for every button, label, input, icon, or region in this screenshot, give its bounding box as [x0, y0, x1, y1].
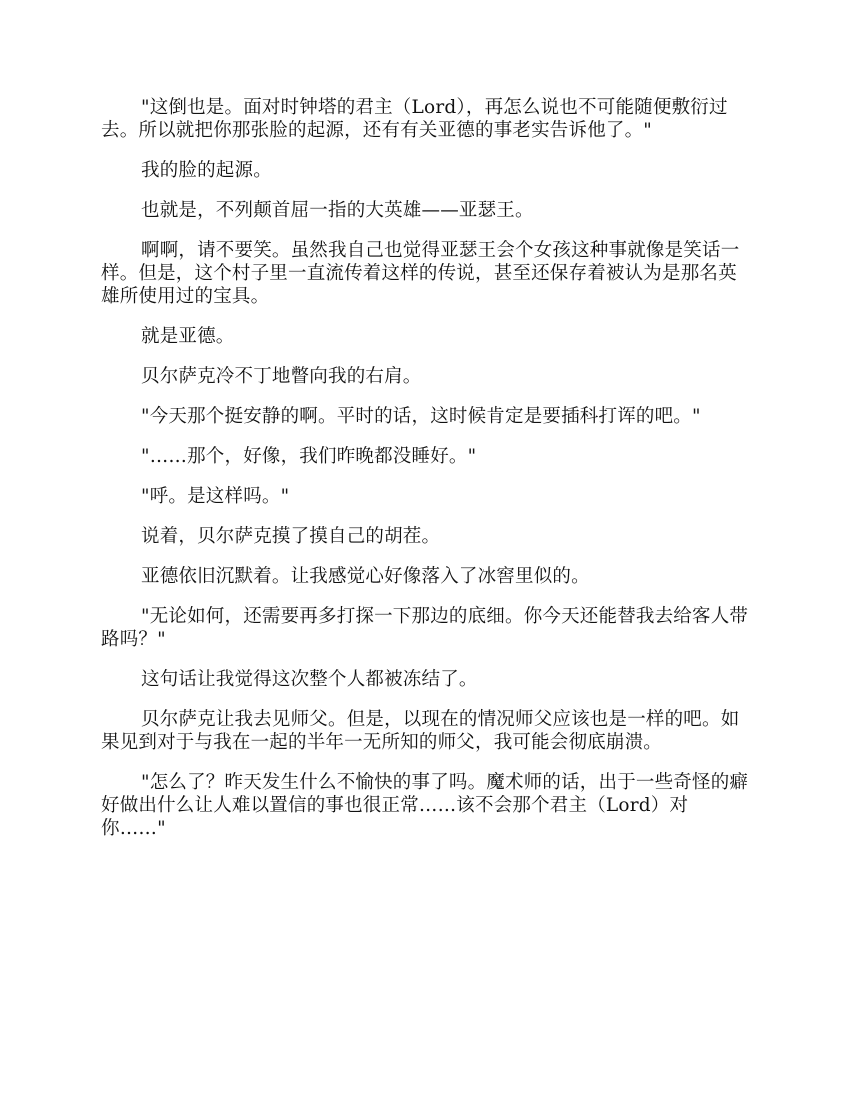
- paragraph: 就是亚德。: [141, 326, 235, 347]
- document-body: [101, 96, 751, 857]
- paragraph: 亚德依旧沉默着。让我感觉心好像落入了冰窖里似的。: [141, 566, 590, 587]
- paragraph: "怎么了？昨天发生什么不愉快的事了吗。魔术师的话，出于一些奇怪的癖好做出什么让人难以置信的事也很正常……该不会那个君主（Lord）对你……": [101, 772, 749, 839]
- paragraph: "……那个，好像，我们昨晚都没睡好。": [141, 446, 477, 467]
- paragraph: "无论如何，还需要再多打探一下那边的底细。你今天还能替我去给客人带路吗？": [101, 606, 749, 650]
- paragraph: "这倒也是。面对时钟塔的君主（Lord），再怎么说也不可能随便敷衍过去。所以就把你那张脸的起源，还有有关亚德的事老实告诉他了。": [101, 97, 728, 141]
- paragraph: 啊啊，请不要笑。虽然我自己也觉得亚瑟王会个女孩这种事就像是笑话一样。但是，这个村子里一直流传着这样的传说，甚至还保存着被认为是那名英雄所使用过的宝具。: [101, 240, 740, 307]
- paragraph: 贝尔萨克冷不丁地瞥向我的右肩。: [141, 366, 422, 387]
- paragraph: 也就是，不列颠首屈一指的大英雄——亚瑟王。: [141, 200, 534, 221]
- paragraph: 说着，贝尔萨克摸了摸自己的胡茬。: [141, 526, 441, 547]
- paragraph: 贝尔萨克让我去见师父。但是，以现在的情况师父应该也是一样的吧。如果见到对于与我在一起的半年一无所知的师父，我可能会彻底崩溃。: [101, 709, 740, 753]
- paragraph: "呼。是这样吗。": [141, 486, 290, 507]
- paragraph: 我的脸的起源。: [141, 160, 272, 181]
- paragraph: 这句话让我觉得这次整个人都被冻结了。: [141, 669, 478, 690]
- paragraph: "今天那个挺安静的啊。平时的话，这时候肯定是要插科打诨的吧。": [141, 406, 701, 427]
